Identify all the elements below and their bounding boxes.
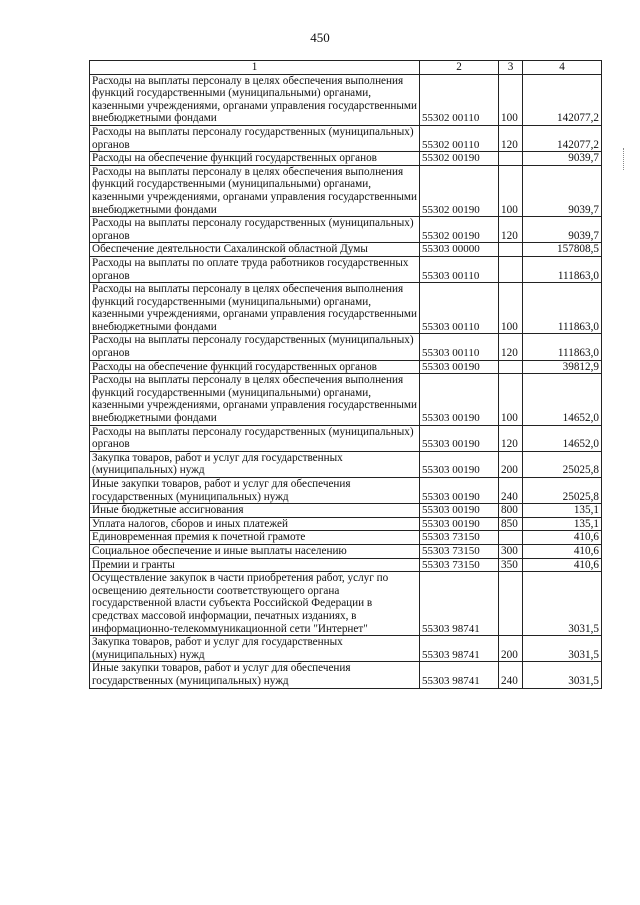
row-amount: 39812,9: [523, 360, 602, 374]
row-code: 55303 98741: [420, 636, 499, 662]
row-code: 55303 73150: [420, 544, 499, 558]
row-expense-type: 100: [499, 374, 523, 425]
row-amount: 410,6: [523, 558, 602, 572]
row-description: Обеспечение деятельности Сахалинской областной Думы: [90, 243, 420, 257]
row-amount: 3031,5: [523, 572, 602, 636]
row-amount: 410,6: [523, 531, 602, 545]
row-description: Расходы на выплаты по оплате труда работников государственных органов: [90, 256, 420, 282]
row-expense-type: [499, 572, 523, 636]
row-description: Расходы на выплаты персоналу государственных (муниципальных) органов: [90, 334, 420, 360]
table-row: [90, 558, 602, 572]
row-code: 55303 73150: [420, 531, 499, 545]
table-row: [90, 636, 602, 662]
row-expense-type: [499, 360, 523, 374]
table-row: [90, 478, 602, 504]
budget-table: [89, 60, 602, 689]
header-col-1: 1: [90, 61, 420, 75]
row-amount: 135,1: [523, 504, 602, 518]
row-code: 55303 00000: [420, 243, 499, 257]
header-col-4: 4: [523, 61, 602, 75]
row-code: 55303 00190: [420, 504, 499, 518]
row-code: 55302 00190: [420, 152, 499, 166]
table-row: [90, 334, 602, 360]
row-description: Осуществление закупок в части приобретения работ, услуг по освещению деятельности соответствующего органа государственной власти субъекта Российской Федерации в средствах массовой информации, печатных изданиях, в информационно-телекоммуникационной сети "Интернет": [90, 572, 420, 636]
row-code: 55303 98741: [420, 662, 499, 688]
row-amount: 111863,0: [523, 283, 602, 334]
table-row: [90, 425, 602, 451]
row-expense-type: 350: [499, 558, 523, 572]
row-expense-type: [499, 531, 523, 545]
row-expense-type: [499, 243, 523, 257]
row-expense-type: 800: [499, 504, 523, 518]
row-code: 55302 00190: [420, 217, 499, 243]
row-amount: 111863,0: [523, 334, 602, 360]
row-amount: 111863,0: [523, 256, 602, 282]
table-row: [90, 125, 602, 151]
row-code: 55303 00110: [420, 256, 499, 282]
row-description: Иные бюджетные ассигнования: [90, 504, 420, 518]
header-col-2: 2: [420, 61, 499, 75]
row-description: Единовременная премия к почетной грамоте: [90, 531, 420, 545]
table-row: [90, 374, 602, 425]
row-expense-type: 100: [499, 165, 523, 216]
row-amount: 142077,2: [523, 74, 602, 125]
table-row: [90, 572, 602, 636]
row-code: 55302 00190: [420, 165, 499, 216]
table-row: [90, 152, 602, 166]
row-description: Расходы на обеспечение функций государственных органов: [90, 152, 420, 166]
table-row: [90, 217, 602, 243]
table-row: [90, 662, 602, 688]
row-expense-type: 240: [499, 662, 523, 688]
row-description: Уплата налогов, сборов и иных платежей: [90, 517, 420, 531]
row-code: 55303 00190: [420, 451, 499, 477]
row-code: 55302 00110: [420, 125, 499, 151]
row-amount: 14652,0: [523, 425, 602, 451]
row-code: 55303 00190: [420, 360, 499, 374]
row-code: 55303 00190: [420, 478, 499, 504]
row-expense-type: 120: [499, 334, 523, 360]
table-row: [90, 165, 602, 216]
row-description: Расходы на выплаты персоналу государственных (муниципальных) органов: [90, 217, 420, 243]
row-amount: 157808,5: [523, 243, 602, 257]
row-expense-type: [499, 152, 523, 166]
row-description: Иные закупки товаров, работ и услуг для обеспечения государственных (муниципальных) нужд: [90, 662, 420, 688]
table-row: [90, 531, 602, 545]
row-expense-type: [499, 256, 523, 282]
row-expense-type: 850: [499, 517, 523, 531]
row-description: Закупка товаров, работ и услуг для государственных (муниципальных) нужд: [90, 451, 420, 477]
row-amount: 9039,7: [523, 217, 602, 243]
row-amount: 142077,2: [523, 125, 602, 151]
row-code: 55303 00190: [420, 374, 499, 425]
row-amount: 9039,7: [523, 165, 602, 216]
table-row: [90, 360, 602, 374]
row-expense-type: 120: [499, 217, 523, 243]
row-expense-type: 240: [499, 478, 523, 504]
table-row: [90, 451, 602, 477]
row-amount: 3031,5: [523, 662, 602, 688]
row-expense-type: 100: [499, 283, 523, 334]
header-row: [90, 61, 602, 75]
row-amount: 9039,7: [523, 152, 602, 166]
row-description: Иные закупки товаров, работ и услуг для обеспечения государственных (муниципальных) нужд: [90, 478, 420, 504]
row-expense-type: 200: [499, 636, 523, 662]
row-description: Расходы на выплаты персоналу в целях обеспечения выполнения функций государственными (муниципальными) органами, казенными учреждениями, органами управления государственными внебюджетными фондами: [90, 374, 420, 425]
row-code: 55303 00190: [420, 425, 499, 451]
table-row: [90, 243, 602, 257]
row-expense-type: 120: [499, 125, 523, 151]
table-row: [90, 74, 602, 125]
row-description: Расходы на выплаты персоналу в целях обеспечения выполнения функций государственными (муниципальными) органами, казенными учреждениями, органами управления государственными внебюджетными фондами: [90, 283, 420, 334]
row-amount: 135,1: [523, 517, 602, 531]
table-row: [90, 504, 602, 518]
row-code: 55302 00110: [420, 74, 499, 125]
row-expense-type: 120: [499, 425, 523, 451]
row-description: Расходы на выплаты персоналу в целях обеспечения выполнения функций государственными (муниципальными) органами, казенными учреждениями, органами управления государственными внебюджетными фондами: [90, 74, 420, 125]
row-description: Премии и гранты: [90, 558, 420, 572]
table-row: [90, 544, 602, 558]
row-amount: 410,6: [523, 544, 602, 558]
table-row: [90, 256, 602, 282]
row-code: 55303 00110: [420, 334, 499, 360]
row-code: 55303 98741: [420, 572, 499, 636]
row-description: Расходы на выплаты персоналу в целях обеспечения выполнения функций государственными (муниципальными) органами, казенными учреждениями, органами управления государственными внебюджетными фондами: [90, 165, 420, 216]
row-description: Расходы на выплаты персоналу государственных (муниципальных) органов: [90, 125, 420, 151]
table-row: [90, 517, 602, 531]
row-code: 55303 00190: [420, 517, 499, 531]
row-amount: 25025,8: [523, 451, 602, 477]
row-expense-type: 300: [499, 544, 523, 558]
row-amount: 14652,0: [523, 374, 602, 425]
row-description: Социальное обеспечение и иные выплаты населению: [90, 544, 420, 558]
scan-artifact: [623, 148, 626, 170]
row-code: 55303 00110: [420, 283, 499, 334]
row-expense-type: 200: [499, 451, 523, 477]
page-number: 450: [310, 30, 330, 45]
row-expense-type: 100: [499, 74, 523, 125]
row-description: Закупка товаров, работ и услуг для государственных (муниципальных) нужд: [90, 636, 420, 662]
row-code: 55303 73150: [420, 558, 499, 572]
row-description: Расходы на обеспечение функций государственных органов: [90, 360, 420, 374]
row-amount: 25025,8: [523, 478, 602, 504]
table-row: [90, 283, 602, 334]
row-description: Расходы на выплаты персоналу государственных (муниципальных) органов: [90, 425, 420, 451]
header-col-3: 3: [499, 61, 523, 75]
row-amount: 3031,5: [523, 636, 602, 662]
budget-table-body: [90, 61, 602, 689]
